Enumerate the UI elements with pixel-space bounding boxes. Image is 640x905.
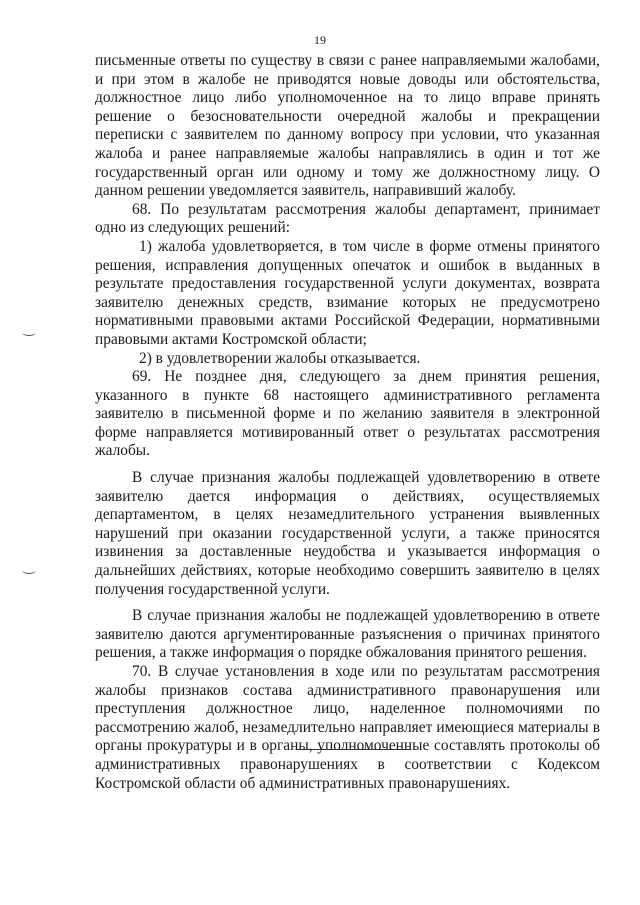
paragraph-item-68: 68. По результатам рассмотрения жалобы департамент, принимает одно из следующих решений:	[95, 200, 600, 237]
paragraph-subitem-1: 1) жалоба удовлетворяется, в том числе в форме отмены принятого решения, исправления допущенных опечаток и ошибок в выданных в результате предоставления государственной услуги документах, возврата заявителю денежных средств, взимание которых не предусмотрено нормативными правовыми актами Российской Федерации, нормативными правовыми актами Костромской области;	[95, 237, 600, 348]
paragraph-rejected-case: В случае признания жалобы не подлежащей удовлетворению в ответе заявителю даются аргументированные разъяснения о причинах принятого решения, а также информация о порядке обжалования принятого решения.	[95, 607, 600, 662]
document-body	[95, 52, 600, 793]
page-number: 19	[314, 33, 326, 47]
paragraph-satisfied-case: В случае признания жалобы подлежащей удовлетворению в ответе заявителю дается информация о действиях, осуществляемых департаментом, в целях незамедлительного устранения выявленных нарушений при оказании государственной услуги, а также приносятся извинения за доставленные неудобства и указывается информация о дальнейших действиях, которые необходимо совершить заявителю в целях получения государственной услуги.	[95, 469, 600, 598]
end-rule	[296, 749, 410, 750]
paragraph-item-70: 70. В случае установления в ходе или по результатам рассмотрения жалобы признаков состава административного правонарушения или преступления должностное лицо, наделенное полномочиями по рассмотрению жалоб, незамедлительно направляет имеющиеся материалы в органы прокуратуры и в органы, уполномоченные составлять протоколы об административных правонарушениях в соответствии с Кодексом Костромской области об административных правонарушениях.	[95, 663, 600, 792]
margin-mark	[22, 567, 36, 574]
paragraph-subitem-2: 2) в удовлетворении жалобы отказывается.	[139, 349, 421, 367]
margin-mark	[22, 329, 36, 336]
paragraph-continuation: письменные ответы по существу в связи с ранее направляемыми жалобами, и при этом в жалобе не приводятся новые доводы или обстоятельства, должностное лицо либо уполномоченное на то лицо вправе принять решение о безосновательности очередной жалобы и прекращении переписки с заявителем по данному вопросу при условии, что указанная жалоба и ранее направляемые жалобы направлялись в один и тот же государственный орган или одному и тому же должностному лицу. О данном решении уведомляется заявитель, направивший жалобу.	[95, 52, 600, 200]
paragraph-item-69: 69. Не позднее дня, следующего за днем принятия решения, указанного в пункте 68 настоящего административного регламента заявителю в письменной форме и по желанию заявителя в электронной форме направляется мотивированный ответ о результатах рассмотрения жалобы.	[95, 368, 600, 460]
